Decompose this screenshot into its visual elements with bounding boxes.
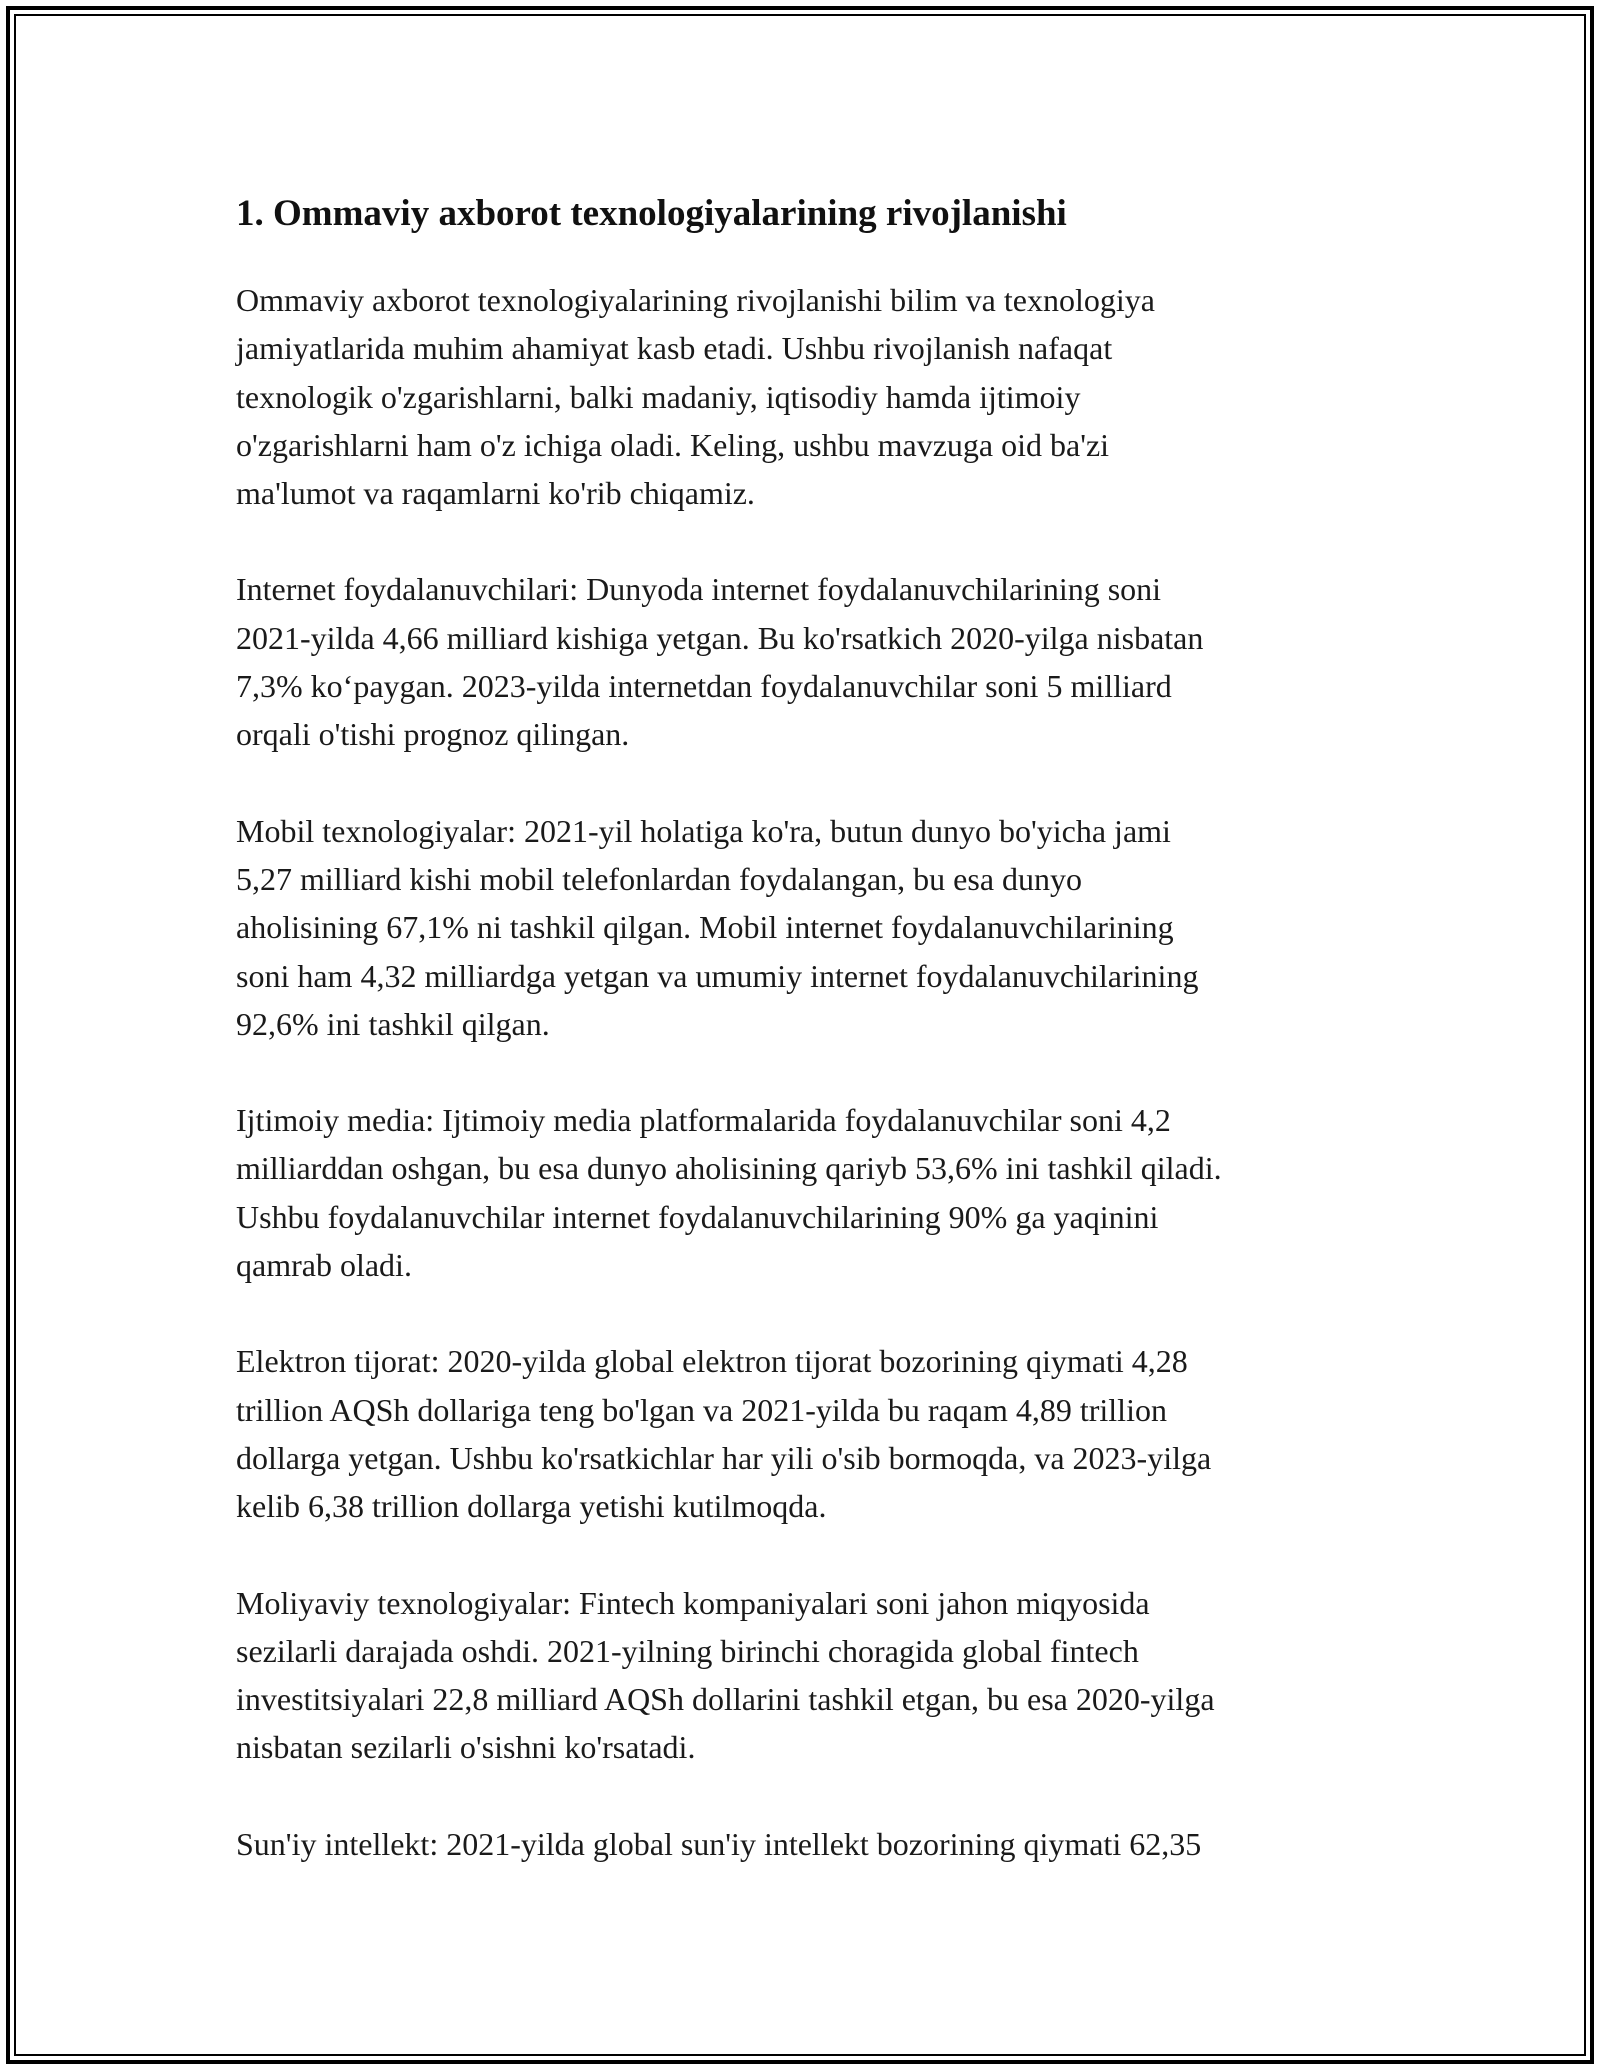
paragraph-line: Mobil texnologiyalar: 2021-yil holatiga ko'ra, butun dunyo bo'yicha jami <box>236 812 1171 849</box>
paragraph <box>236 1337 1376 1530</box>
paragraph-line: 7,3% ko‘paygan. 2023-yilda internetdan foydalanuvchilar soni 5 milliard <box>236 668 1172 705</box>
paragraph-line: 2021-yilda 4,66 milliard kishiga yetgan. Bu ko'rsatkich 2020-yilga nisbatan <box>236 619 1204 656</box>
paragraph <box>236 807 1376 1048</box>
paragraph-line: Elektron tijorat: 2020-yilda global elektron tijorat bozorining qiymati 4,28 <box>236 1343 1188 1380</box>
paragraph-line: Ijtimoiy media: Ijtimoiy media platformalarida foydalanuvchilar soni 4,2 <box>236 1102 1171 1139</box>
document-body <box>236 188 1376 1916</box>
paragraph-line: Sun'iy intellekt: 2021-yilda global sun'iy intellekt bozorining qiymati 62,35 <box>236 1825 1202 1862</box>
paragraph-line: 5,27 milliard kishi mobil telefonlardan foydalangan, bu esa dunyo <box>236 860 1083 897</box>
paragraph-line: Ushbu foydalanuvchilar internet foydalanuvchilarining 90% ga yaqinini <box>236 1198 1159 1235</box>
paragraph-line: 92,6% ini tashkil qilgan. <box>236 1005 550 1042</box>
paragraph <box>236 565 1376 758</box>
page-title: 1. Ommaviy axborot texnologiyalarining rivojlanishi <box>236 193 1067 234</box>
paragraph-line: dollarga yetgan. Ushbu ko'rsatkichlar har yili o'sib bormoqda, va 2023-yilga <box>236 1439 1212 1476</box>
paragraph-line: jamiyatlarida muhim ahamiyat kasb etadi. Ushbu rivojlanish nafaqat <box>236 330 1113 367</box>
paragraph-line: ma'lumot va raqamlarni ko'rib chiqamiz. <box>236 475 755 512</box>
paragraph-line: Internet foydalanuvchilari: Dunyoda internet foydalanuvchilarining soni <box>236 571 1162 608</box>
paragraph-line: texnologik o'zgarishlarni, balki madaniy, iqtisodiy hamda ijtimoiy <box>236 378 1081 415</box>
paragraph <box>236 1820 1376 1868</box>
paragraph-line: qamrab oladi. <box>236 1247 412 1284</box>
paragraph-line: Ommaviy axborot texnologiyalarining rivojlanishi bilim va texnologiya <box>236 282 1155 318</box>
paragraph-line: nisbatan sezilarli o'sishni ko'rsatadi. <box>236 1729 696 1766</box>
paragraph-line: investitsiyalari 22,8 milliard AQSh dollarini tashkil etgan, bu esa 2020-yilga <box>236 1681 1215 1718</box>
paragraph-line: kelib 6,38 trillion dollarga yetishi kutilmoqda. <box>236 1488 827 1525</box>
paragraph-line: sezilarli darajada oshdi. 2021-yilning birinchi choragida global fintech <box>236 1632 1139 1669</box>
paragraph-line: Moliyaviy texnologiyalar: Fintech kompaniyalari soni jahon miqyosida <box>236 1584 1150 1621</box>
paragraph <box>236 276 1376 517</box>
paragraph <box>236 1096 1376 1289</box>
paragraph-line: aholisining 67,1% ni tashkil qilgan. Mobil internet foydalanuvchilarining <box>236 909 1174 946</box>
paragraph <box>236 1579 1376 1772</box>
paragraph-line: o'zgarishlarni ham o'z ichiga oladi. Keling, ushbu mavzuga oid ba'zi <box>236 426 1110 463</box>
paragraph-line: orqali o'tishi prognoz qilingan. <box>236 716 630 753</box>
paragraph-line: trillion AQSh dollariga teng bo'lgan va 2021-yilda bu raqam 4,89 trillion <box>236 1391 1167 1428</box>
paragraph-line: soni ham 4,32 milliardga yetgan va umumiy internet foydalanuvchilarining <box>236 957 1199 994</box>
paragraph-list <box>236 276 1376 1868</box>
paragraph-line: milliarddan oshgan, bu esa dunyo aholisining qariyb 53,6% ini tashkil qiladi. <box>236 1150 1222 1187</box>
